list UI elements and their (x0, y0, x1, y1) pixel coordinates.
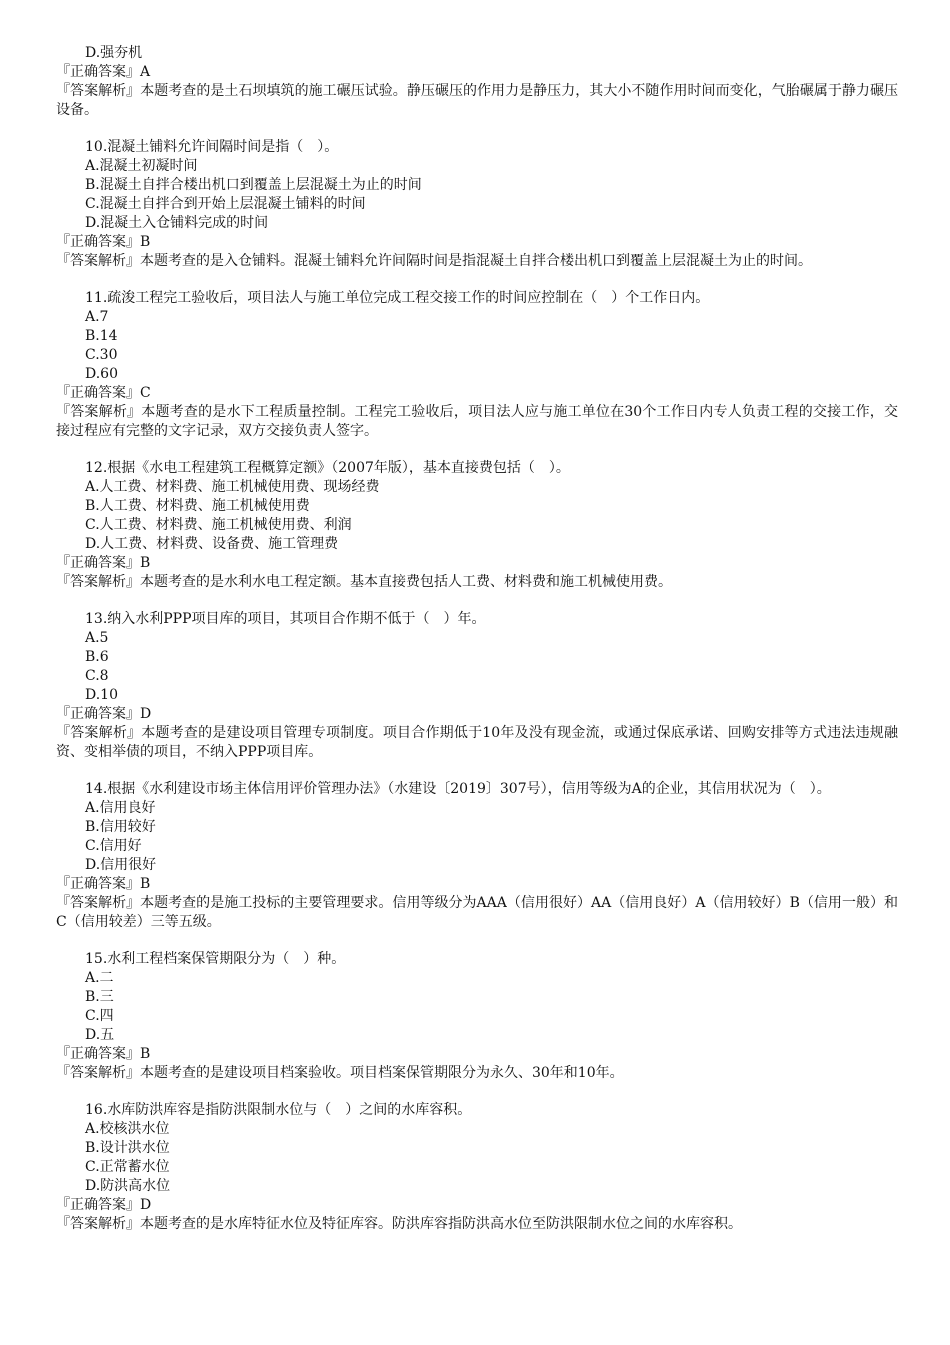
option-d: D.五 (85, 1027, 115, 1043)
correct-answer: 『正确答案』D (56, 706, 152, 722)
question-stem: 11.疏浚工程完工验收后，项目法人与施工单位完成工程交接工作的时间应控制在（ ）个工作日内。 (85, 290, 710, 306)
option-b: B.6 (85, 649, 109, 665)
option-d: D.混凝土入仓铺料完成的时间 (85, 215, 269, 231)
answer-analysis: 『答案解析』本题考查的是水下工程质量控制。工程完工验收后，项目法人应与施工单位在30个工作日内专人负责工程的交接工作，交接过程应有完整的文字记录，双方交接负责人签字。 (56, 404, 898, 439)
option-c: C.信用好 (85, 838, 142, 854)
answer-analysis: 『答案解析』本题考查的是入仓铺料。混凝土铺料允许间隔时间是指混凝土自拌合楼出机口到覆盖上层混凝土为止的时间。 (56, 253, 812, 269)
previous-question-tail (56, 44, 898, 120)
correct-answer: 『正确答案』B (56, 1046, 151, 1062)
option-a: A.人工费、材料费、施工机械使用费、现场经费 (85, 479, 380, 495)
option-a: A.信用良好 (85, 800, 156, 816)
correct-answer: 『正确答案』C (56, 385, 151, 401)
option-d: D.人工费、材料费、设备费、施工管理费 (85, 536, 339, 552)
question-stem: 12.根据《水电工程建筑工程概算定额》（2007年版），基本直接费包括（ ）。 (85, 460, 570, 476)
question-11 (56, 289, 898, 441)
answer-analysis: 『答案解析』本题考查的是水利水电工程定额。基本直接费包括人工费、材料费和施工机械使用费。 (56, 574, 672, 590)
option-c: C.四 (85, 1008, 114, 1024)
option-c: C.正常蓄水位 (85, 1159, 170, 1175)
question-16 (56, 1101, 898, 1234)
option-c: C.30 (85, 347, 118, 363)
option-d: D.60 (85, 366, 118, 382)
option-a: A.校核洪水位 (85, 1121, 170, 1137)
option-c: C.人工费、材料费、施工机械使用费、利润 (85, 517, 352, 533)
question-stem: 14.根据《水利建设市场主体信用评价管理办法》（水建设〔2019〕307号），信用等级为A的企业，其信用状况为（ ）。 (85, 781, 831, 797)
question-12 (56, 459, 898, 592)
correct-answer: 『正确答案』B (56, 876, 151, 892)
question-stem: 10.混凝土铺料允许间隔时间是指（ ）。 (85, 139, 339, 155)
option-b: B.混凝土自拌合楼出机口到覆盖上层混凝土为止的时间 (85, 177, 422, 193)
option-a: A.混凝土初凝时间 (85, 158, 198, 174)
question-stem: 15.水利工程档案保管期限分为（ ）种。 (85, 951, 346, 967)
option-c: C.8 (85, 668, 109, 684)
correct-answer: 『正确答案』B (56, 555, 151, 571)
question-14 (56, 780, 898, 932)
option-b: B.设计洪水位 (85, 1140, 170, 1156)
option-b: B.人工费、材料费、施工机械使用费 (85, 498, 310, 514)
option-a: A.5 (85, 630, 109, 646)
document-page (56, 44, 898, 1234)
correct-answer: 『正确答案』D (56, 1197, 152, 1213)
option-a: A.7 (85, 309, 109, 325)
option-d: D.信用很好 (85, 857, 157, 873)
correct-answer: 『正确答案』B (56, 234, 151, 250)
answer-analysis: 『答案解析』本题考查的是土石坝填筑的施工碾压试验。静压碾压的作用力是静压力，其大小不随作用时间而变化，气胎碾属于静力碾压设备。 (56, 83, 898, 118)
answer-analysis: 『答案解析』本题考查的是施工投标的主要管理要求。信用等级分为AAA（信用很好）AA（信用良好）A（信用较好）B（信用一般）和C（信用较差）三等五级。 (56, 895, 898, 930)
option-b: B.信用较好 (85, 819, 156, 835)
question-15 (56, 950, 898, 1083)
option-d: D.强夯机 (85, 45, 143, 61)
correct-answer: 『正确答案』A (56, 64, 151, 80)
question-10 (56, 138, 898, 271)
option-a: A.二 (85, 970, 114, 986)
answer-analysis: 『答案解析』本题考查的是水库特征水位及特征库容。防洪库容指防洪高水位至防洪限制水位之间的水库容积。 (56, 1216, 742, 1232)
answer-analysis: 『答案解析』本题考查的是建设项目管理专项制度。项目合作期低于10年及没有现金流，或通过保底承诺、回购安排等方式违法违规融资、变相举债的项目，不纳入PPP项目库。 (56, 725, 898, 760)
option-d: D.10 (85, 687, 118, 703)
question-stem: 13.纳入水利PPP项目库的项目，其项目合作期不低于（ ）年。 (85, 611, 486, 627)
option-c: C.混凝土自拌合到开始上层混凝土铺料的时间 (85, 196, 366, 212)
question-stem: 16.水库防洪库容是指防洪限制水位与（ ）之间的水库容积。 (85, 1102, 472, 1118)
question-13 (56, 610, 898, 762)
option-b: B.14 (85, 328, 118, 344)
option-d: D.防洪高水位 (85, 1178, 171, 1194)
answer-analysis: 『答案解析』本题考查的是建设项目档案验收。项目档案保管期限分为永久、30年和10年。 (56, 1065, 624, 1081)
option-b: B.三 (85, 989, 114, 1005)
